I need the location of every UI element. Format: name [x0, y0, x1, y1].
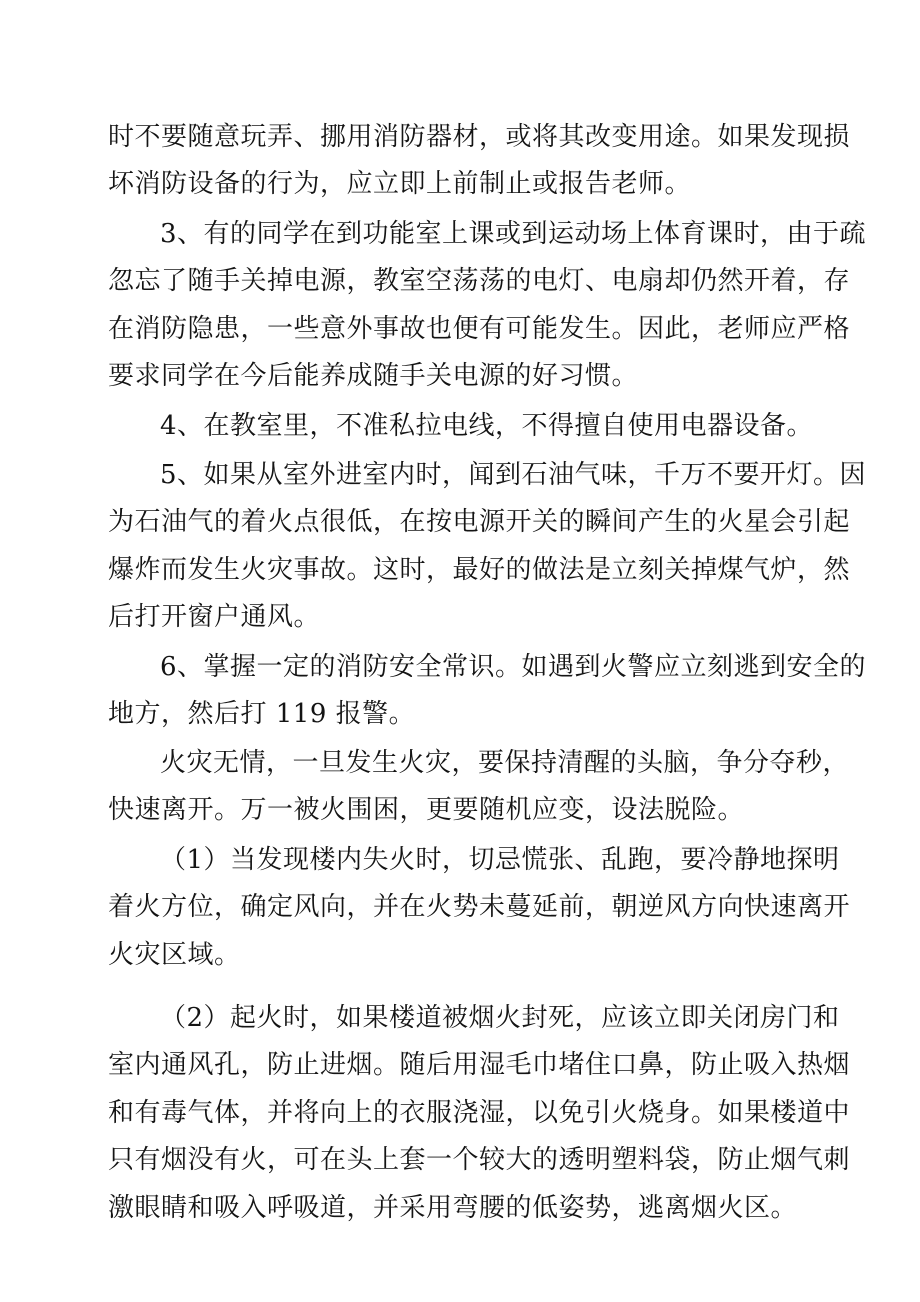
text-line: 激眼睛和吸入呼吸道，并采用弯腰的低姿势，逃离烟火区。 [108, 1193, 798, 1223]
text-line: 地方，然后打 119 报警。 [108, 699, 416, 729]
text-line: 室内通风孔，防止进烟。随后用湿毛巾堵住口鼻，防止吸入热烟 [108, 1050, 851, 1080]
text-line: 和有毒气体，并将向上的衣服浇湿，以免引火烧身。如果楼道中 [108, 1098, 851, 1128]
text-line: 在消防隐患，一些意外事故也便有可能发生。因此，老师应严格 [108, 314, 851, 344]
text-line: （2）起火时，如果楼道被烟火封死，应该立即关闭房门和 [160, 1003, 840, 1033]
text-line: 6、掌握一定的消防安全常识。如遇到火警应立刻逃到安全的 [160, 652, 867, 682]
text-line: 火灾无情，一旦发生火灾，要保持清醒的头脑，争分夺秒， [160, 748, 850, 778]
text-line: 忽忘了随手关掉电源，教室空荡荡的电灯、电扇却仍然开着，存 [108, 266, 851, 296]
text-line: 为石油气的着火点很低，在按电源开关的瞬间产生的火星会引起 [108, 507, 851, 537]
text-line: 快速离开。万一被火围困，更要随机应变，设法脱险。 [108, 795, 745, 825]
text-line: 3、有的同学在到功能室上课或到运动场上体育课时，由于疏 [160, 219, 867, 249]
text-line: 时不要随意玩弄、挪用消防器材，或将其改变用途。如果发现损 [108, 122, 851, 152]
text-line: 5、如果从室外进室内时，闻到石油气味，千万不要开灯。因 [160, 460, 867, 490]
text-line: 坏消防设备的行为，应立即上前制止或报告老师。 [108, 169, 692, 199]
text-line: 爆炸而发生火灾事故。这时，最好的做法是立刻关掉煤气炉，然 [108, 555, 851, 585]
text-line: （1）当发现楼内失火时，切忌慌张、乱跑，要冷静地探明 [160, 845, 840, 875]
text-line: 要求同学在今后能养成随手关电源的好习惯。 [108, 361, 639, 391]
text-line: 4、在教室里，不准私拉电线，不得擅自使用电器设备。 [160, 411, 814, 441]
text-line: 着火方位，确定风向，并在火势未蔓延前，朝逆风方向快速离开 [108, 892, 851, 922]
text-line: 只有烟没有火，可在头上套一个较大的透明塑料袋，防止烟气刺 [108, 1145, 851, 1175]
text-line: 后打开窗户通风。 [108, 602, 321, 632]
text-line: 火灾区域。 [108, 940, 241, 970]
